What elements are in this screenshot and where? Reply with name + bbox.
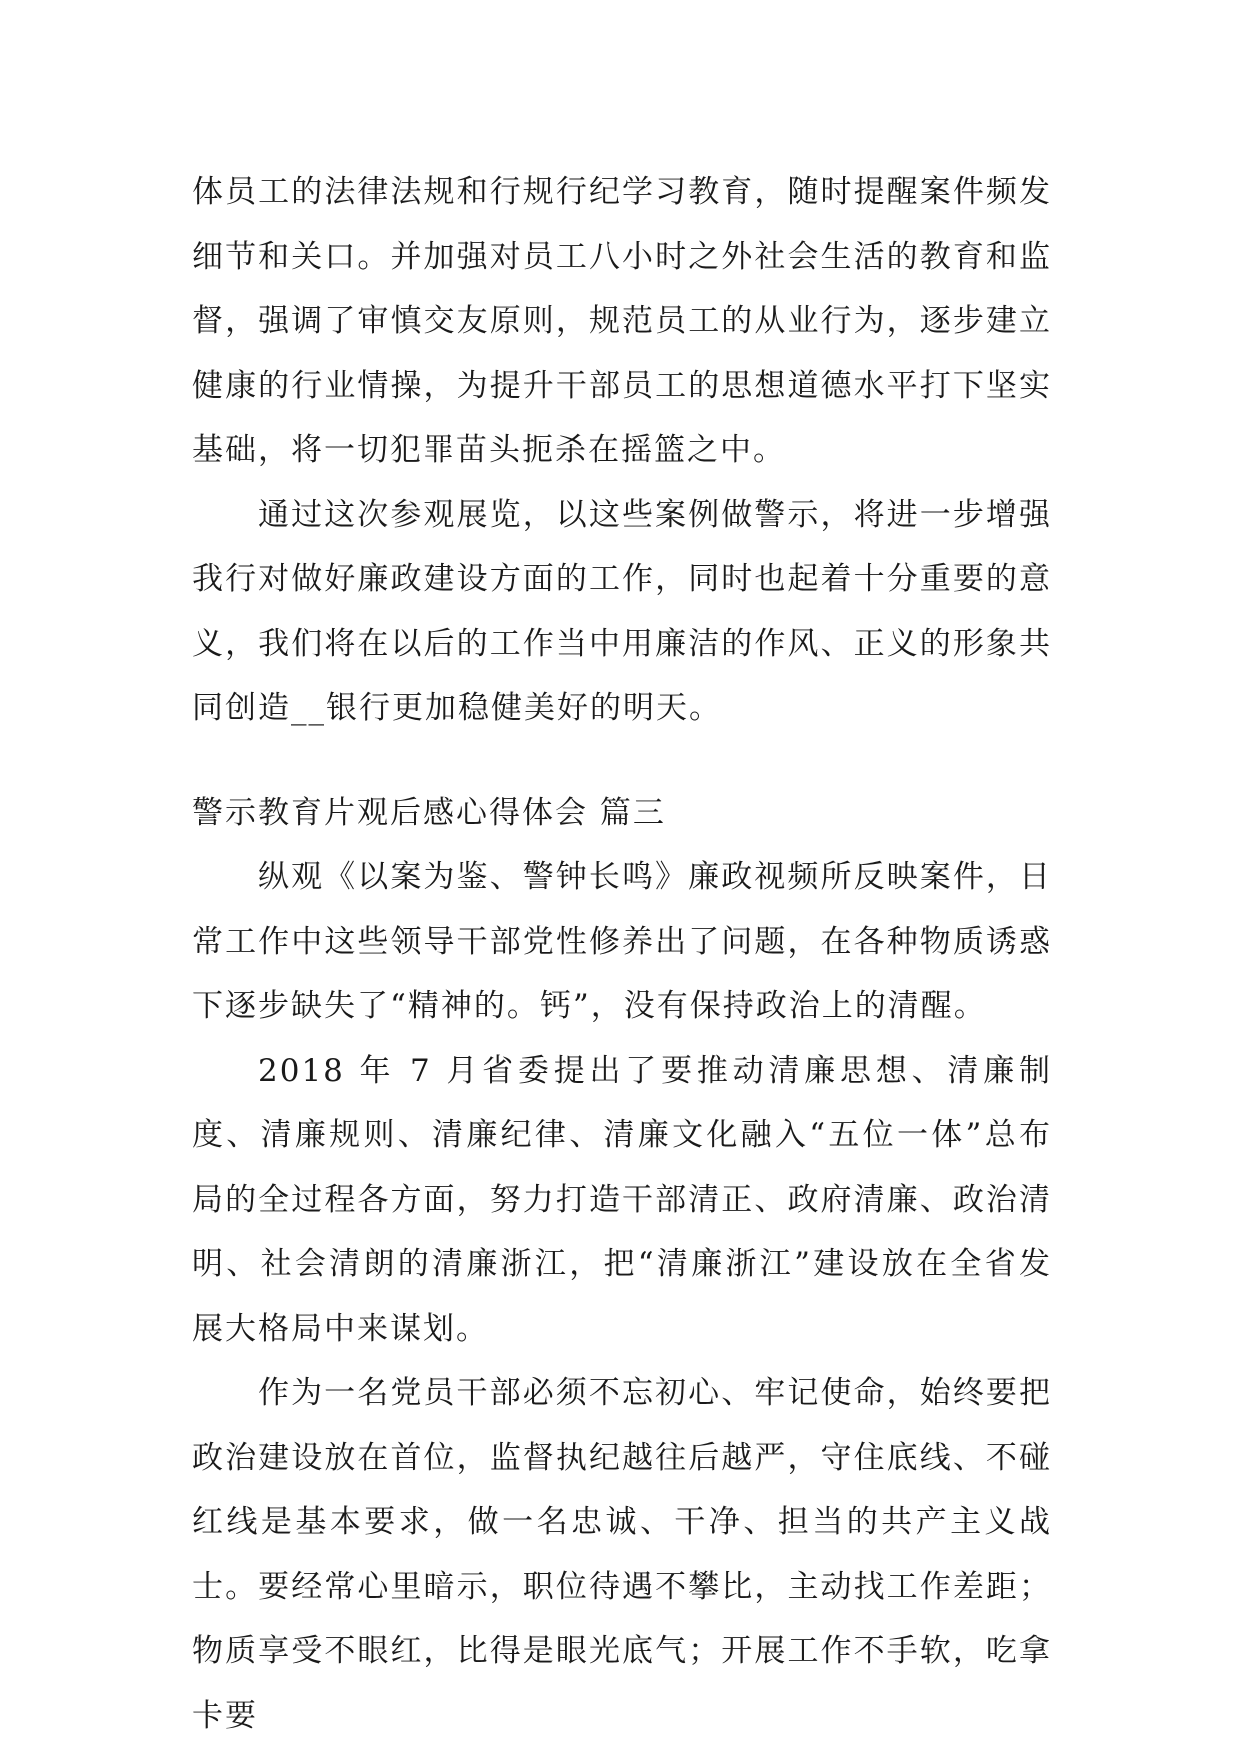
document-page xyxy=(192,160,1052,1748)
paragraph-continuation: 体员工的法律法规和行规行纪学习教育，随时提醒案件频发细节和关口。并加强对员工八小时之外社会生活的教育和监督，强调了审慎交友原则，规范员工的从业行为，逐步建立健康的行业情操，为提升干部员工的思想道德水平打下坚实基础，将一切犯罪苗头扼杀在摇篮之中。 xyxy=(192,174,1052,468)
paragraph-provincial-policy: 2018 年 7 月省委提出了要推动清廉思想、清廉制度、清廉规则、清廉纪律、清廉文化融入“五位一体”总布局的全过程各方面，努力打造干部清正、政府清廉、政治清明、社会清朗的清廉浙江，把“清廉浙江”建设放在全省发展大格局中来谋划。 xyxy=(192,1052,1052,1347)
paragraph-party-member-duty: 作为一名党员干部必须不忘初心、牢记使命，始终要把政治建设放在首位，监督执纪越往后越严，守住底线、不碰红线是基本要求，做一名忠诚、干净、担当的共产主义战士。要经常心里暗示，职位待遇不攀比，主动找工作差距；物质享受不眼红，比得是眼光底气；开展工作不手软，吃拿卡要 xyxy=(192,1375,1052,1734)
paragraph-exhibition-summary: 通过这次参观展览，以这些案例做警示，将进一步增强我行对做好廉政建设方面的工作，同时也起着十分重要的意义，我们将在以后的工作当中用廉洁的作风、正义的形象共同创造__银行更加稳健美好的明天。 xyxy=(192,496,1052,726)
paragraph-video-review: 纵观《以案为鉴、警钟长鸣》廉政视频所反映案件，日常工作中这些领导干部党性修养出了问题，在各种物质诱惑下逐步缺失了“精神的。钙”，没有保持政治上的清醒。 xyxy=(192,859,1052,1024)
section-title: 警示教育片观后感心得体会 篇三 xyxy=(192,794,666,831)
